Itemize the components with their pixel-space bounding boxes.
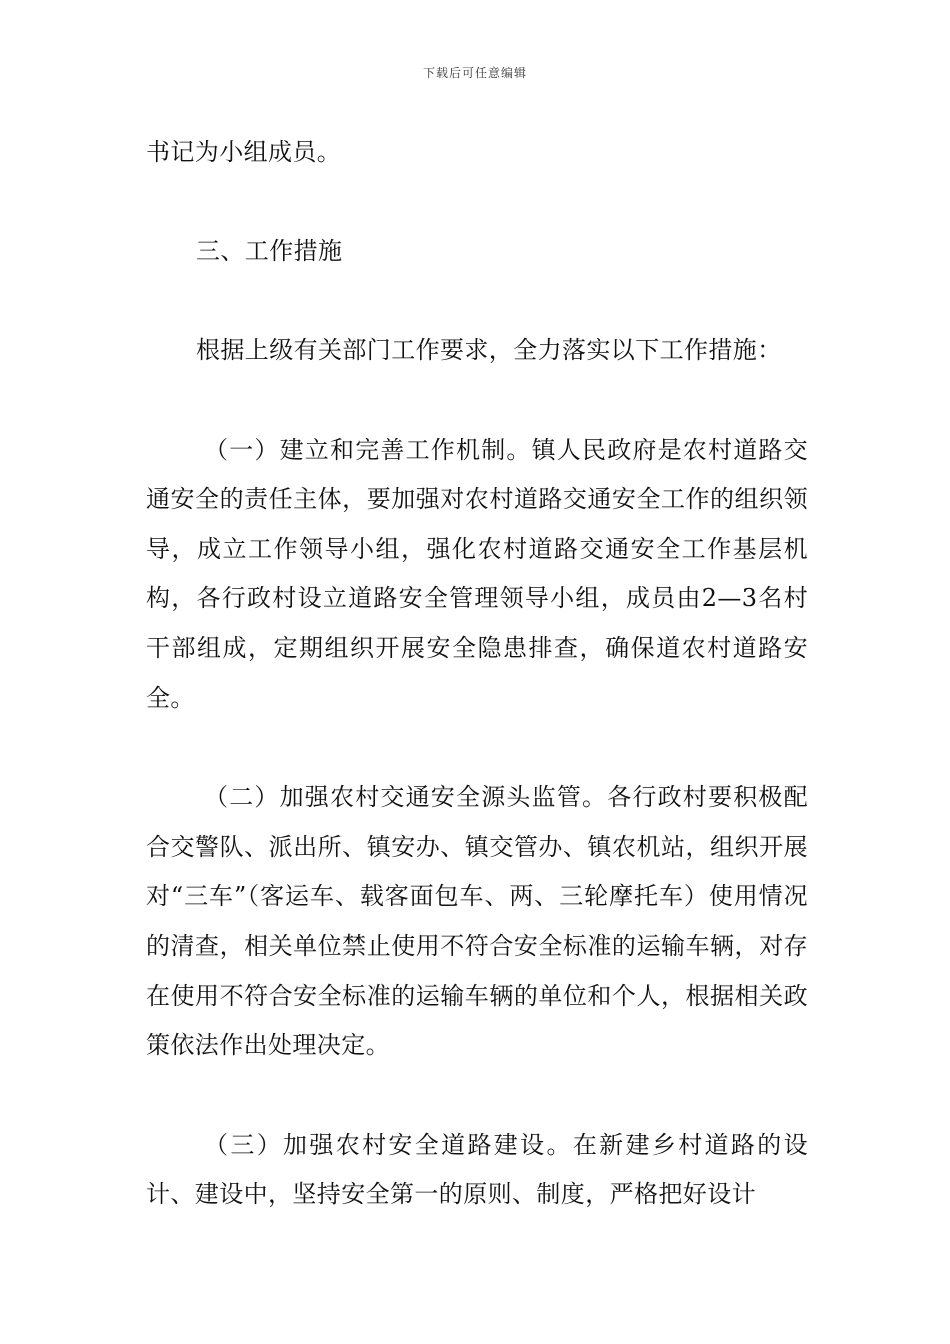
paragraph-spacer	[146, 376, 808, 426]
paragraph-measure-1: （一）建立和完善工作机制。镇人民政府是农村道路交通安全的责任主体，要加强对农村道路交通安全工作的组织领导，成立工作领导小组，强化农村道路交通安全工作基层机构，各行政村设立道路安全管理领导小组，成员由2—3名村干部组成，定期组织开展安全隐患排查，确保道农村道路安全。	[146, 435, 808, 712]
paragraph-intro: 根据上级有关部门工作要求，全力落实以下工作措施：	[196, 336, 782, 365]
paragraph-measure-2: （二）加强农村交通安全源头监管。各行政村要积极配合交警队、派出所、镇安办、镇交管办、镇农机站，组织开展对“三车”（客运车、载客面包车、两、三轮摩托车）使用情况的清查，相关单位禁止使用不符合安全标准的运输车辆，对存在使用不符合安全标准的运输车辆的单位和个人，根据相关政策依法作出处理决定。	[146, 783, 808, 1060]
paragraph-spacer	[146, 178, 808, 228]
paragraph-continuation: 书记为小组成员。	[146, 138, 342, 166]
paragraph-measure-3: （三）加强农村安全道路建设。在新建乡村道路的设计、建设中，坚持安全第一的原则、制度，严格把好设计	[146, 1130, 808, 1209]
paragraph-spacer	[146, 723, 808, 773]
paragraph-spacer	[146, 277, 808, 327]
page-header: 下载后可任意编辑	[422, 66, 527, 80]
section-heading: 三、工作措施	[196, 237, 343, 266]
paragraph-spacer	[146, 1071, 808, 1121]
document-body	[146, 128, 808, 1220]
